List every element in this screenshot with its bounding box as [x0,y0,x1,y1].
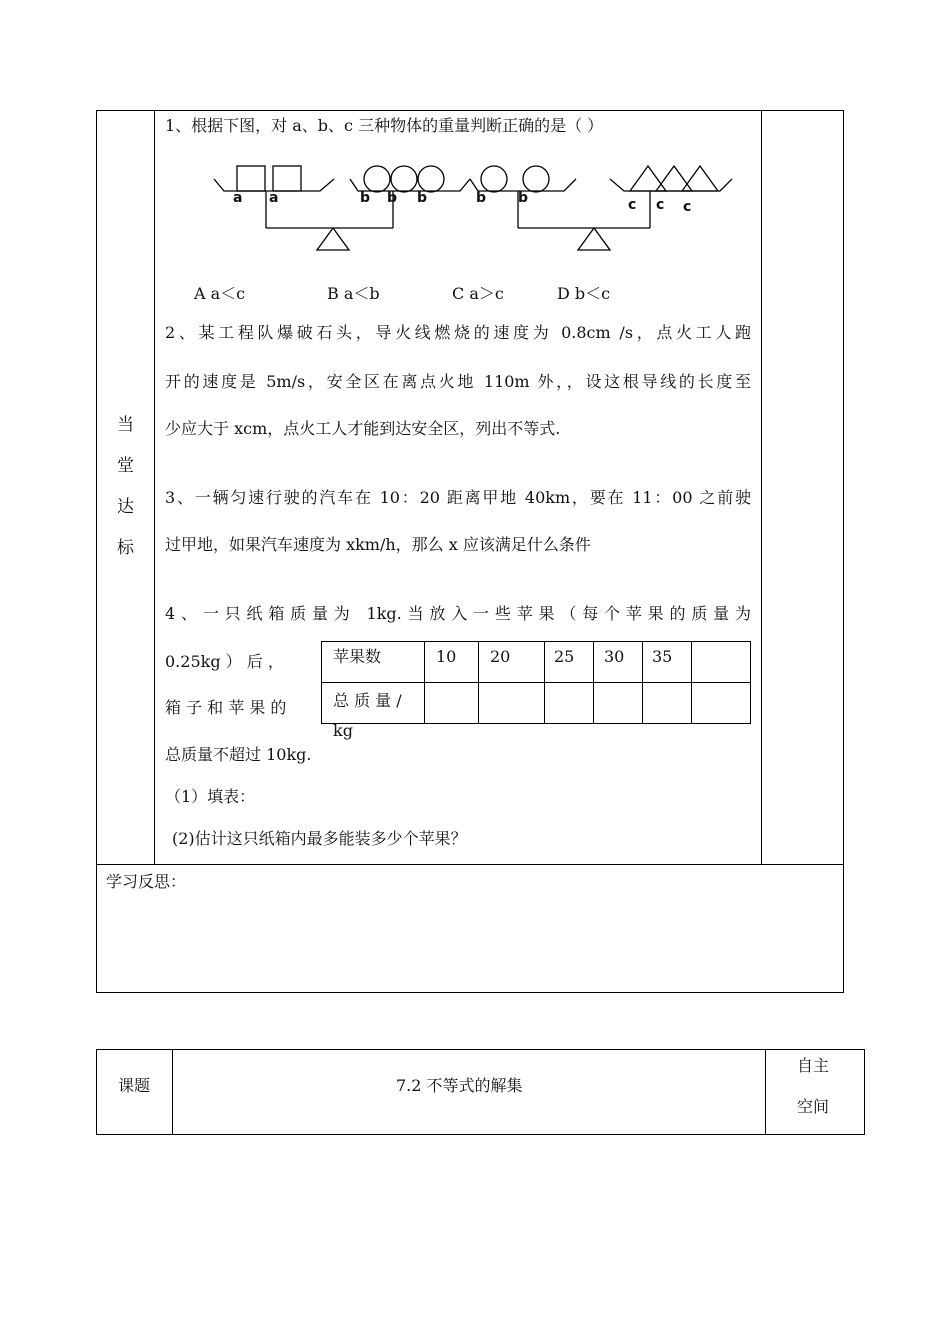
table-cell: 35 [652,647,673,666]
section-label-char: 达 [117,497,134,517]
main-table-row-divider [96,864,844,865]
main-table-right [843,110,844,993]
q4-line2: 0.25kg ） 后 ， [165,652,284,671]
table-cell: 10 [436,647,457,666]
left-balance [214,166,470,250]
label-b: b [417,190,428,206]
label-a: a [269,190,279,206]
table-cell: 20 [490,647,511,666]
main-table-col2 [761,110,762,865]
main-table-left [96,110,97,993]
label-b: b [387,190,398,206]
q4-line3: 箱 子 和 苹 果 的 [165,698,287,717]
main-table-top [96,110,844,111]
table-header-apples: 苹果数 [333,647,382,666]
bottom-table-left [96,1049,97,1135]
section-label-char: 当 [117,415,134,435]
q1-text: 1、根据下图，对 a、b、c 三种物体的重量判断正确的是（ ） [165,116,604,135]
side-label-line2: 空间 [797,1097,830,1116]
bottom-table-top [96,1049,865,1050]
section-label-char: 标 [117,538,134,558]
label-c: c [656,197,665,213]
label-b: b [360,190,371,206]
bottom-table-col2 [765,1049,766,1135]
label-a: a [233,190,243,206]
label-c: c [628,197,637,213]
label-c: c [683,199,692,215]
lesson-title: 7.2 不等式的解集 [396,1076,523,1095]
q1-option-b: B a＜b [327,284,380,303]
q1-option-a: A a＜c [194,284,246,303]
table-header-mass: 总 质 量 / kg [333,691,402,740]
table-cell: 25 [554,647,575,666]
q2-line2: 开的速度是 5m/s，安全区在离点火地 110m 外，，设这根导线的长度至 [165,372,751,391]
table-cell: 30 [604,647,625,666]
main-table-bottom [96,992,844,993]
label-b: b [476,190,487,206]
q3-line2: 过甲地，如果汽车速度为 xkm/h，那么 x 应该满足什么条件 [165,535,591,554]
q3-line1: 3、一辆匀速行驶的汽车在 10：20 距离甲地 40km，要在 11：00 之前驶 [165,488,751,507]
section-label-char: 堂 [117,456,134,476]
q2-line3: 少应大于 xcm，点火工人才能到达安全区，列出不等式. [165,419,561,438]
bottom-table-bottom [96,1134,865,1135]
reflection-label: 学习反思： [106,872,187,891]
side-label-line1: 自主 [797,1056,830,1075]
q4-sub2: (2)估计这只纸箱内最多能装多少个苹果？ [172,829,467,848]
bottom-table-right [864,1049,865,1135]
balance-diagram [200,155,760,255]
q2-line1: 2、某工程队爆破石头，导火线燃烧的速度为 0.8cm /s，点火工人跑 [165,323,751,342]
q1-option-d: D b＜c [557,284,611,303]
q1-option-c: C a＞c [452,284,504,303]
main-table-col1 [154,110,155,865]
bottom-table-col1 [172,1049,173,1135]
q4-line4: 总质量不超过 10kg. [165,745,312,764]
table-header-mass-clip [322,683,424,740]
lesson-label: 课题 [118,1076,151,1095]
label-b: b [518,190,529,206]
right-balance [470,166,732,250]
q4-line1: 4、一只纸箱质量为 1kg.当放入一些苹果（每个苹果的质量为 [165,604,751,623]
apple-table [321,641,751,740]
q4-sub1: （1）填表： [165,787,256,806]
